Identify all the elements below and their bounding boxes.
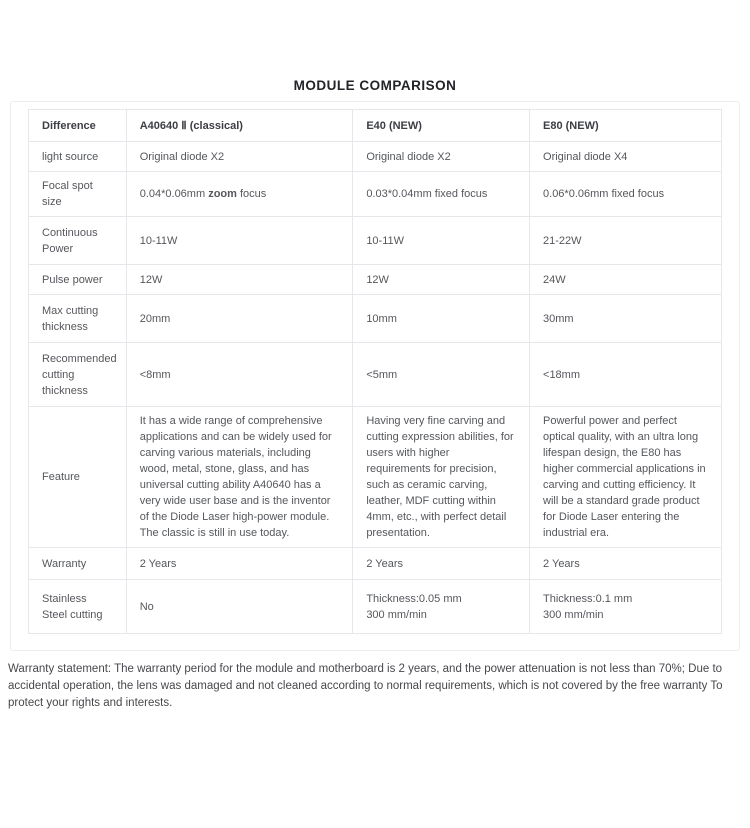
table-row-warranty [29,548,722,580]
table-cell: Powerful power and perfect optical quality, with an ultra long lifespan design, the E80 has higher commercial applications in carving and cutting efficiency. It will be a standard grade product for Diode Laser entering the industrial era. [530,407,722,548]
cell-line-1: Thickness:0.05 mm [366,592,462,605]
table-row-pulse-power [29,265,722,295]
column-header-a40640: A40640 Ⅱ (classical) [126,110,353,142]
comparison-card [10,101,740,651]
table-cell: 20mm [126,295,353,343]
column-header-e80: E80 (NEW) [530,110,722,142]
row-label: Stainless Steel cutting [29,580,127,634]
warranty-statement: Warranty statement: The warranty period for the module and motherboard is 2 years, and the power attenuation is not less than 70%; Due to accidental operation, the lens was damaged and not cleaned according to normal requirements, which is not covered by the free warranty To protect your rights and interests. [8,663,723,709]
row-label: Focal spot size [29,172,127,217]
row-label: Max cutting thickness [29,295,127,343]
table-row-focal-spot-size [29,172,722,217]
table-cell: Having very fine carving and cutting expression abilities, for users with higher requirements for precision, such as ceramic carving, leather, MDF cutting within 4mm, etc., with perfect detail presentation. [353,407,530,548]
table-cell: <5mm [353,343,530,407]
table-cell: Original diode X2 [126,142,353,172]
column-header-difference: Difference [29,110,127,142]
row-label: Feature [29,407,127,548]
table-cell: Original diode X4 [530,142,722,172]
row-label: Continuous Power [29,217,127,265]
cell-line-2: 300 mm/min [543,608,604,621]
table-cell: 0.03*0.04mm fixed focus [353,172,530,217]
table-row-light-source [29,142,722,172]
table-cell: 2 Years [530,548,722,580]
cell-line-1: Thickness:0.1 mm [543,592,633,605]
table-cell [353,580,530,634]
table-cell: 21-22W [530,217,722,265]
table-cell: <18mm [530,343,722,407]
focal-value-bold: zoom [208,188,237,200]
table-cell: <8mm [126,343,353,407]
table-row-recommended-cutting-thickness [29,343,722,407]
table-cell [530,580,722,634]
cell-line-2: 300 mm/min [366,608,427,621]
table-row-feature [29,407,722,548]
table-row-stainless-steel-cutting [29,580,722,634]
table-cell: 10-11W [126,217,353,265]
table-cell: 0.06*0.06mm fixed focus [530,172,722,217]
table-cell: 2 Years [353,548,530,580]
table-cell: It has a wide range of comprehensive applications and can be widely used for carving various materials, including wood, metal, stone, glass, and has universal cutting ability A40640 has a very wide user base and is the inventor of the Diode Laser high-power module. The classic is still in use today. [126,407,353,548]
row-label: Warranty [29,548,127,580]
table-cell: 12W [126,265,353,295]
table-cell: Original diode X2 [353,142,530,172]
row-label: light source [29,142,127,172]
table-header-row [29,110,722,142]
row-label: Recommended cutting thickness [29,343,127,407]
table-row-continuous-power [29,217,722,265]
table-row-max-cutting-thickness [29,295,722,343]
page [0,78,750,712]
row-label: Pulse power [29,265,127,295]
table-cell: 10-11W [353,217,530,265]
table-cell: 12W [353,265,530,295]
focal-value-post: focus [236,188,267,200]
comparison-table [28,109,722,634]
page-title: MODULE COMPARISON [293,78,457,93]
focal-value-pre: 0.04*0.06mm [139,188,209,200]
table-cell: 30mm [530,295,722,343]
table-cell: 10mm [353,295,530,343]
table-cell: No [126,580,353,634]
column-header-e40: E40 (NEW) [353,110,530,142]
table-cell: 2 Years [126,548,353,580]
table-cell: 24W [530,265,722,295]
table-cell [126,172,353,217]
